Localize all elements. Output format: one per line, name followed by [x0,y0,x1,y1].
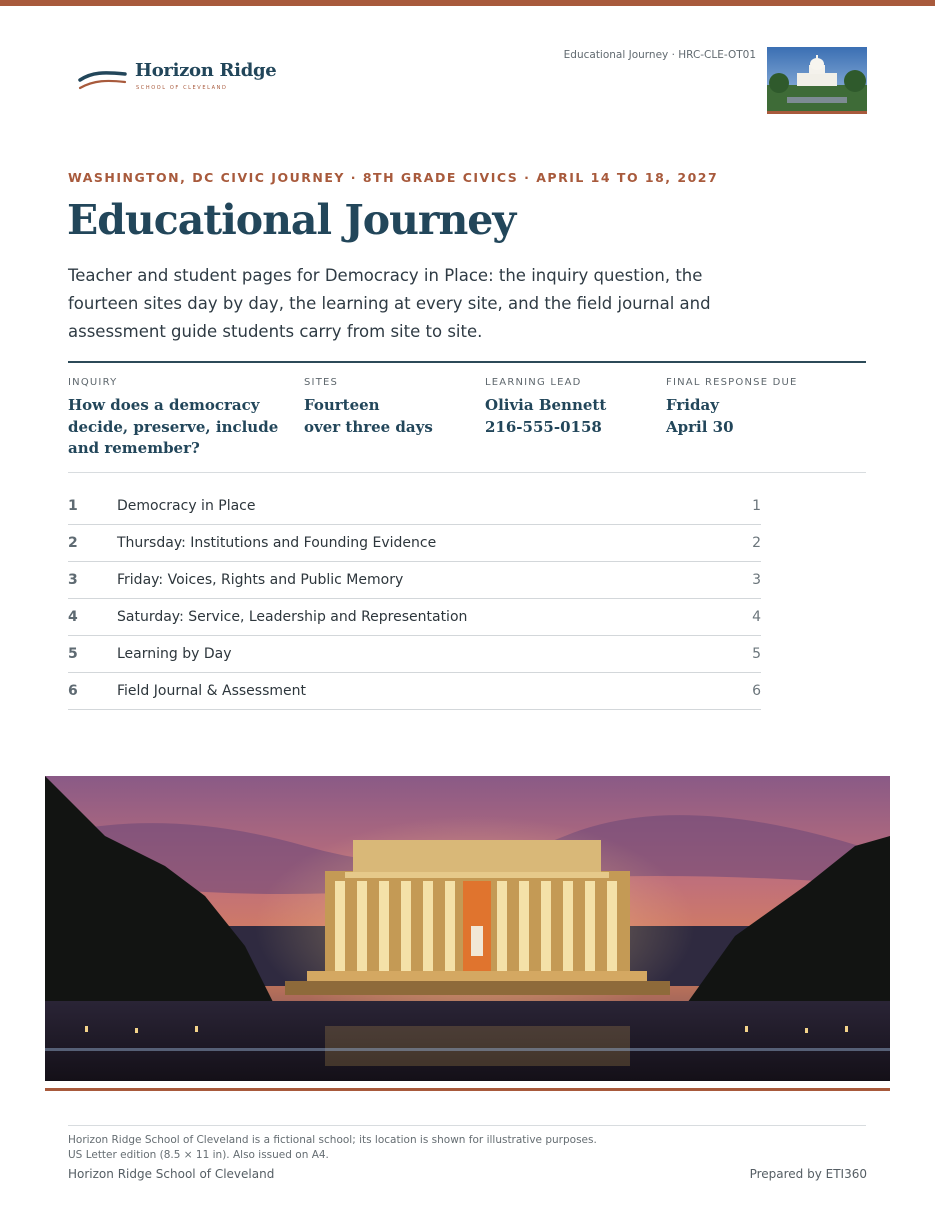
divider-light [68,472,866,473]
top-accent-bar [0,0,935,6]
footer-prepared-by: Prepared by ETI360 [749,1167,867,1181]
fact-value: Olivia Bennett 216-555-0158 [485,396,607,436]
logo-subtitle: SCHOOL OF CLEVELAND [136,85,228,91]
toc-row[interactable] [68,563,761,599]
wave-logo-icon [78,66,128,94]
toc-row[interactable] [68,637,761,673]
fact-label: FINAL RESPONSE DUE [666,377,798,388]
divider-dark [68,361,866,363]
toc-label[interactable]: Field Journal & Assessment [117,683,306,699]
fact-learning-lead [485,377,606,438]
toc-page: 5 [752,646,761,662]
logo-name: Horizon Ridge [135,60,277,81]
toc-number: 1 [68,498,78,514]
toc-page: 6 [752,683,761,699]
school-logo[interactable] [78,58,278,98]
toc-number: 4 [68,609,78,625]
fact-value: Friday April 30 [666,396,734,436]
toc-row[interactable] [68,489,761,525]
footer-school-name: Horizon Ridge School of Cleveland [68,1167,275,1181]
toc-label[interactable]: Thursday: Institutions and Founding Evidence [117,535,437,551]
footer-divider [68,1125,866,1126]
fact-value: How does a democracy decide, preserve, include and remember? [68,396,279,457]
toc-row[interactable] [68,674,761,710]
fact-final-response-due [666,377,798,438]
toc-row[interactable] [68,600,761,636]
fact-value: Fourteen over three days [304,396,433,436]
toc-page: 2 [752,535,761,551]
toc-number: 2 [68,535,78,551]
table-of-contents [68,489,761,711]
fact-label: LEARNING LEAD [485,377,582,388]
toc-label[interactable]: Friday: Voices, Rights and Public Memory [117,572,404,588]
document-code: Educational Journey · HRC-CLE-OT01 [563,49,756,61]
lincoln-memorial-photo-icon [45,776,890,1081]
toc-number: 3 [68,572,78,588]
toc-number: 5 [68,646,78,662]
toc-page: 4 [752,609,761,625]
key-facts [68,377,866,463]
toc-page: 3 [752,572,761,588]
trip-eyebrow: WASHINGTON, DC CIVIC JOURNEY · 8TH GRADE CIVICS · APRIL 14 TO 18, 2027 [68,170,719,185]
fact-inquiry [68,377,278,460]
fact-label: SITES [304,377,339,388]
toc-number: 6 [68,683,78,699]
toc-page: 1 [752,498,761,514]
toc-label[interactable]: Learning by Day [117,646,232,662]
toc-row[interactable] [68,526,761,562]
photo-accent-rule [45,1088,890,1091]
page-title: Educational Journey [67,196,516,244]
capitol-photo-icon [767,47,867,114]
footer-edition-note: US Letter edition (8.5 × 11 in). Also issued on A4. [68,1149,329,1161]
toc-label[interactable]: Saturday: Service, Leadership and Representation [117,609,468,625]
fact-sites [304,377,433,438]
fact-label: INQUIRY [68,377,118,388]
footer-disclaimer: Horizon Ridge School of Cleveland is a fictional school; its location is shown for illustrative purposes. [68,1134,597,1146]
toc-label[interactable]: Democracy in Place [117,498,256,514]
intro-paragraph: Teacher and student pages for Democracy in Place: the inquiry question, the fourteen sites day by day, the learning at every site, and the field journal and assessment guide students carry from site to site. [68,266,711,341]
